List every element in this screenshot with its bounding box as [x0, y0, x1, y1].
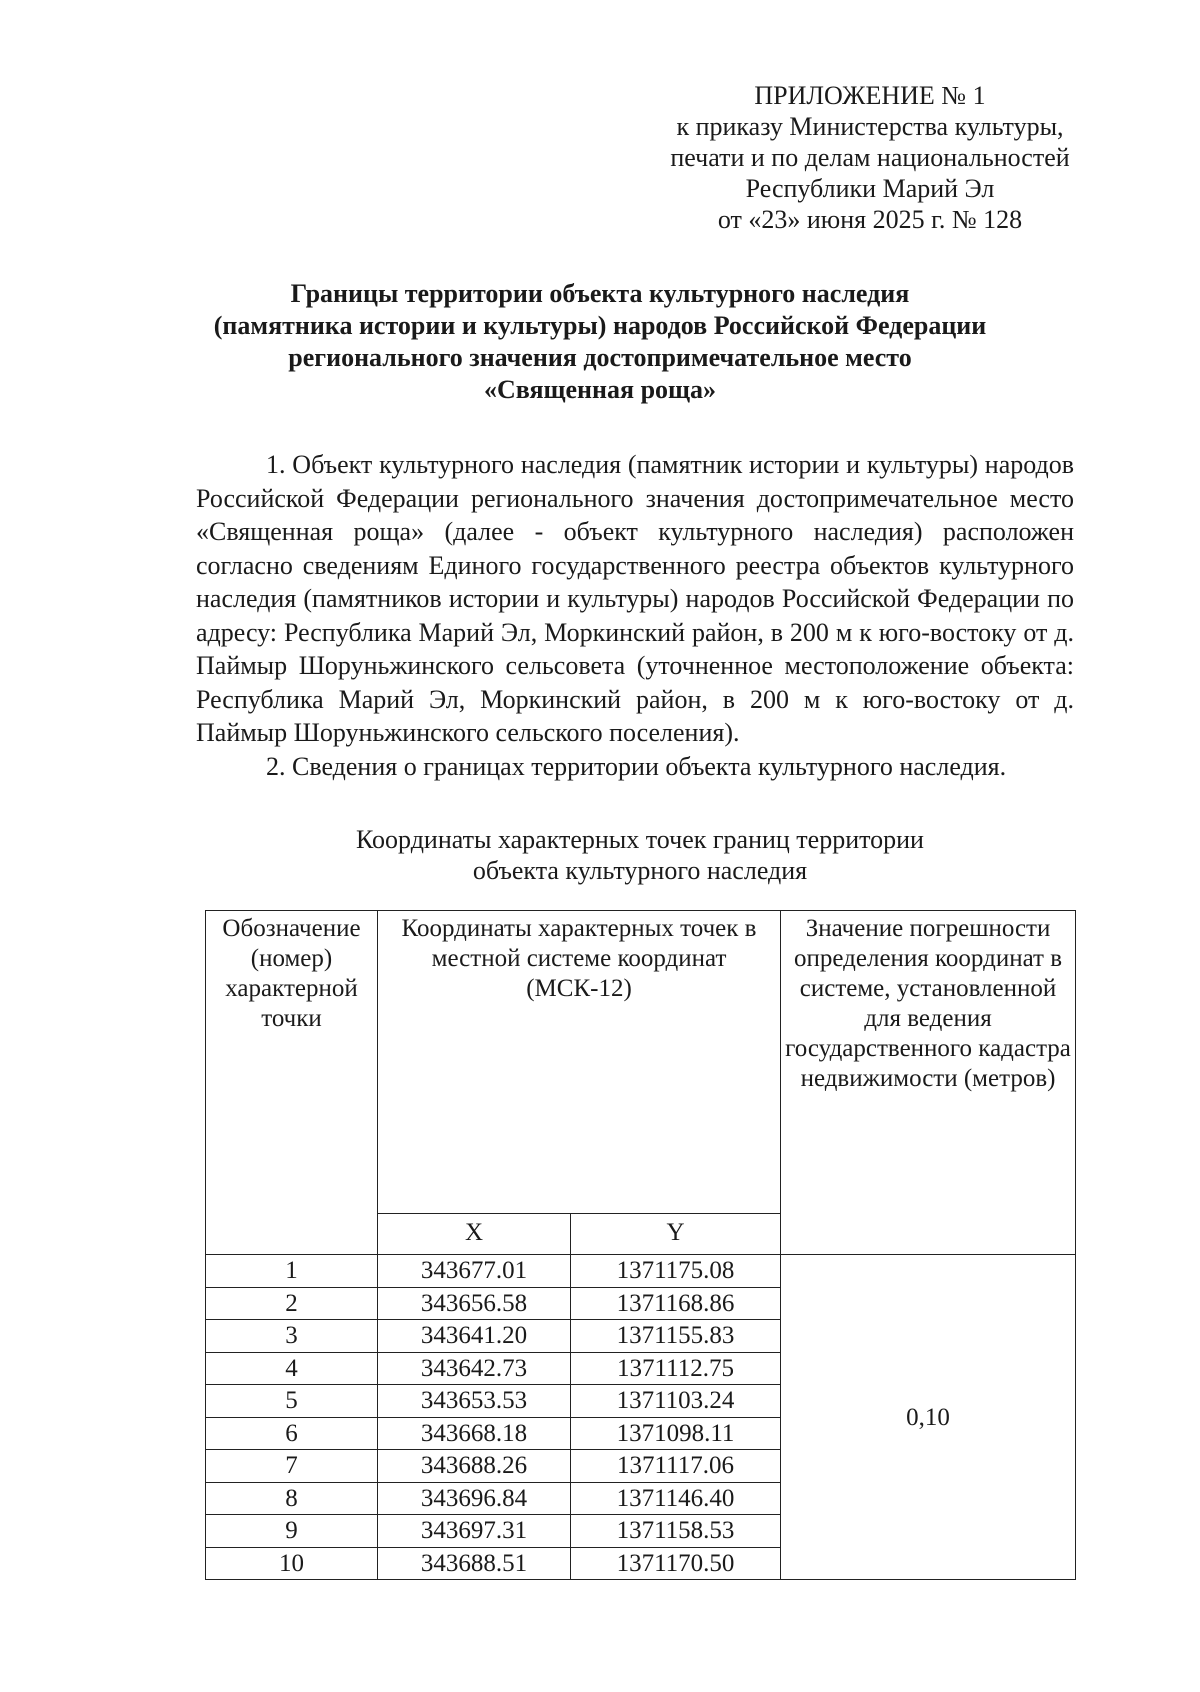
x-coordinate-cell: 343653.53: [378, 1385, 571, 1418]
header-x: X: [378, 1214, 571, 1255]
table-row: [206, 1255, 1076, 1288]
point-number-cell: 2: [206, 1287, 378, 1320]
title-line: (памятника истории и культуры) народов Российской Федерации: [213, 311, 987, 340]
document-title: [150, 278, 1050, 406]
x-coordinate-cell: 343696.84: [378, 1482, 571, 1515]
appendix-header: [620, 80, 1120, 235]
title-line: регионального значения достопримечательное место: [288, 343, 912, 372]
appendix-line: печати и по делам национальностей: [670, 143, 1070, 172]
header-coords: Координаты характерных точек в местной системе координат (МСК-12): [378, 911, 781, 1214]
y-coordinate-cell: 1371170.50: [571, 1547, 781, 1580]
point-number-cell: 5: [206, 1385, 378, 1418]
x-coordinate-cell: 343668.18: [378, 1417, 571, 1450]
y-coordinate-cell: 1371155.83: [571, 1320, 781, 1353]
x-coordinate-cell: 343688.51: [378, 1547, 571, 1580]
y-coordinate-cell: 1371117.06: [571, 1450, 781, 1483]
paragraph-2: 2. Сведения о границах территории объекта культурного наследия.: [266, 751, 1007, 781]
point-number-cell: 6: [206, 1417, 378, 1450]
coordinates-table: [205, 910, 1076, 1580]
x-coordinate-cell: 343697.31: [378, 1515, 571, 1548]
point-number-cell: 7: [206, 1450, 378, 1483]
x-coordinate-cell: 343656.58: [378, 1287, 571, 1320]
header-point: Обозначение (номер) характерной точки: [206, 911, 378, 1255]
y-coordinate-cell: 1371112.75: [571, 1352, 781, 1385]
paragraph-1: 1. Объект культурного наследия (памятник истории и культуры) народов Российской Федерации регионального значения достопримечательное место «Священная роща» (далее - объект культурного наследия) расположен согласно сведениям Единого государственного реестра объектов культурного наследия (памятников истории и культуры) народов Российской Федерации по адресу: Республика Марий Эл, Моркинский район, в 200 м к юго-востоку от д. Паймыр Шоруньжинского сельсовета (уточненное местоположение объекта: Республика Марий Эл, Моркинский район, в 200 м к юго-востоку от д. Паймыр Шоруньжинского сельского поселения).: [196, 450, 1074, 747]
title-line: Границы территории объекта культурного наследия: [290, 279, 910, 308]
document-body: [196, 448, 1074, 783]
y-coordinate-cell: 1371175.08: [571, 1255, 781, 1288]
x-coordinate-cell: 343688.26: [378, 1450, 571, 1483]
point-number-cell: 8: [206, 1482, 378, 1515]
point-number-cell: 9: [206, 1515, 378, 1548]
x-coordinate-cell: 343641.20: [378, 1320, 571, 1353]
caption-line: объекта культурного наследия: [472, 856, 808, 885]
header-y: Y: [571, 1214, 781, 1255]
y-coordinate-cell: 1371158.53: [571, 1515, 781, 1548]
point-number-cell: 4: [206, 1352, 378, 1385]
point-number-cell: 1: [206, 1255, 378, 1288]
table-body: [206, 1255, 1076, 1580]
y-coordinate-cell: 1371168.86: [571, 1287, 781, 1320]
appendix-line: Республики Марий Эл: [745, 174, 995, 203]
title-line: «Священная роща»: [484, 375, 716, 404]
y-coordinate-cell: 1371098.11: [571, 1417, 781, 1450]
appendix-date: от «23» июня 2025 г. № 128: [717, 205, 1023, 234]
appendix-number: ПРИЛОЖЕНИЕ № 1: [754, 81, 986, 110]
appendix-line: к приказу Министерства культуры,: [676, 112, 1064, 141]
caption-line: Координаты характерных точек границ территории: [356, 825, 924, 854]
x-coordinate-cell: 343642.73: [378, 1352, 571, 1385]
x-coordinate-cell: 343677.01: [378, 1255, 571, 1288]
table-caption: [200, 824, 1080, 886]
point-number-cell: 3: [206, 1320, 378, 1353]
error-value-cell: 0,10: [781, 1255, 1076, 1580]
y-coordinate-cell: 1371146.40: [571, 1482, 781, 1515]
point-number-cell: 10: [206, 1547, 378, 1580]
header-error: Значение погрешности определения координат в системе, установленной для ведения государственного кадастра недвижимости (метров): [781, 911, 1076, 1255]
y-coordinate-cell: 1371103.24: [571, 1385, 781, 1418]
